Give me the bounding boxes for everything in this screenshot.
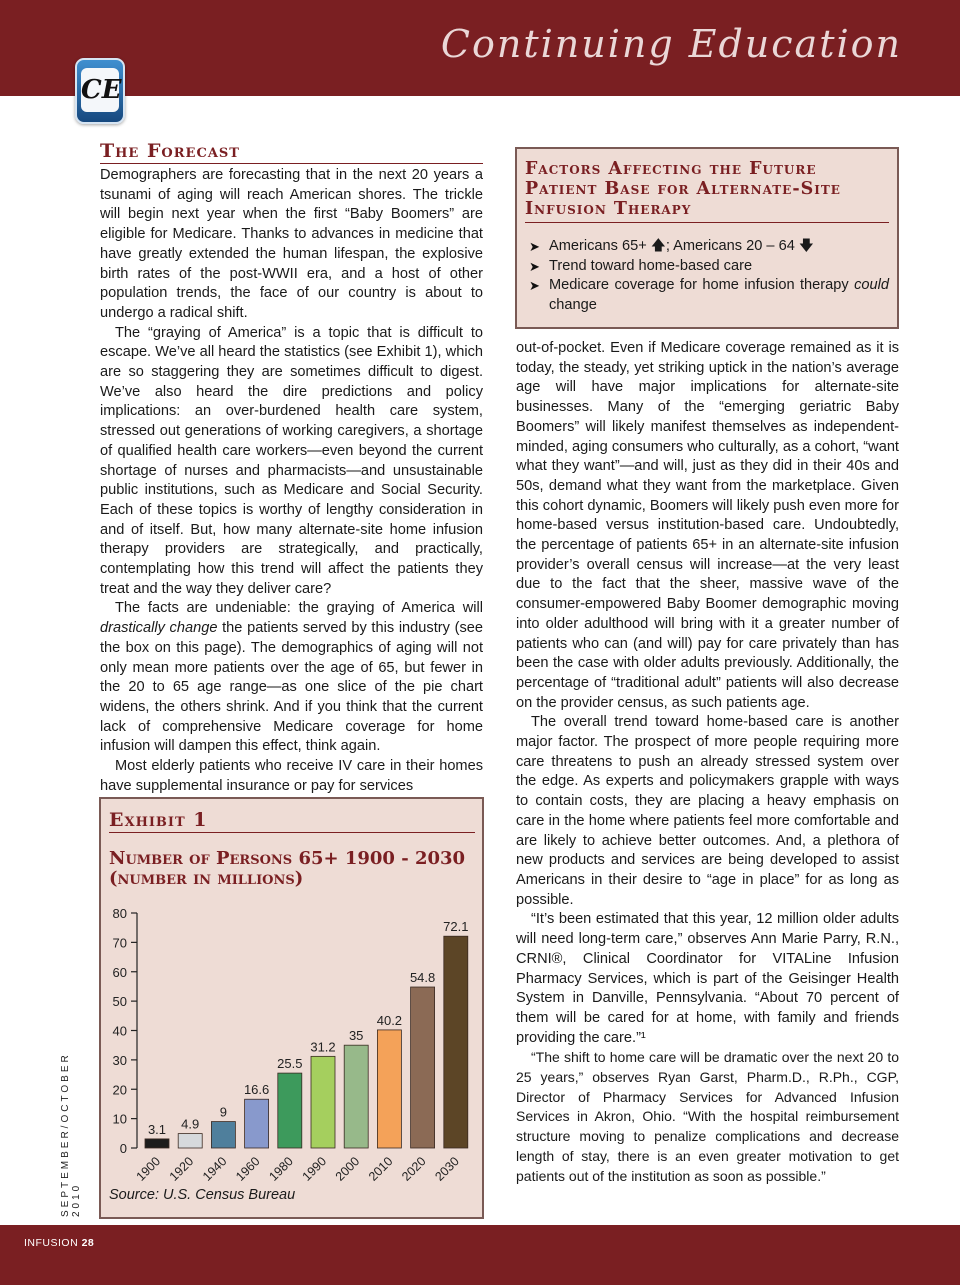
y-tick-label: 70 [112, 935, 127, 951]
publication-name: INFUSION [24, 1237, 79, 1249]
x-tick-label: 1960 [233, 1154, 263, 1184]
x-tick-label: 2020 [399, 1154, 429, 1184]
arrow-bullet-icon: ➤ [529, 239, 540, 254]
y-tick-label: 0 [119, 1141, 127, 1156]
page-number: 28 [81, 1237, 95, 1249]
bar [444, 936, 468, 1148]
data-label: 31.2 [310, 1039, 336, 1055]
exhibit-label: Exhibit 1 [109, 809, 475, 833]
bar [145, 1139, 169, 1148]
y-tick-label: 20 [112, 1082, 127, 1098]
emphasis: could [854, 277, 889, 294]
data-label: 35 [348, 1028, 364, 1044]
chart-source: Source: U.S. Census Bureau [109, 1187, 296, 1203]
factors-sidebar [515, 147, 899, 329]
footer-bar [0, 1225, 960, 1285]
paragraph: The “graying of America” is a topic that is difficult to escape. We’ve all heard the statistics (see Exhibit 1), which are so staggering they are sometimes difficult to digest. We’ve also heard the dire predictions and policy implications: an over-burdened health care system, stressed out generations of working caregivers, a shortage of qualified health care workers—even beyond the current shortage of nurses and pharmacists—and unsustainable public institutions, such as Medicare and Social Security. Each of these topics is worthy of lengthy consideration in and of itself. But, how many alternate-site home infusion therapy providers are strategically, and practically, contemplating how this trend will affect the patients they treat and the way they deliver care? [100, 324, 483, 597]
bar [377, 1030, 401, 1148]
paragraph: The facts are undeniable: the graying of America will drastically change the patients served by this industry (see the box on this page). The demographics of aging will not only mean more patients over the age of 65, but fewer in the 20 to 65 age range—as one slice of the pie chart widens, the others shrink. And if you think that the current lack of comprehensive Medicare coverage for home infusion will dampen this effect, think again. [100, 600, 483, 755]
x-tick-label: 1980 [266, 1154, 296, 1184]
y-tick-label: 30 [112, 1052, 127, 1068]
data-label: 54.8 [409, 970, 436, 986]
paragraph: out-of-pocket. Even if Medicare coverage remained as it is today, the steady, yet striking uptick in the nation’s average age will have major implications for alternate-site businesses. Many of the “emerging geriatric Baby Boomers” will likely manifest themselves as independent-minded, aging consumers who culturally, as a cohort, “want what they want”—and will, just as they did in their 40s and 50s, demand what they want from the marketplace. Given this cohort dynamic, Boomers will likely push even more for home-based versus institution-based care. Undoubtedly, the percentage of patients 65+ in an alternate-site infusion provider’s overall census will increase—at the very least due to the fact that the sheer, massive wave of the consumer-empowered Baby Boomer demographic moving into older adulthood will bring with it a greater number of patients who can (and will) pay for care privately than has been the case with older adults previously. Additionally, the percentage of “traditional adult” patients will also decrease on the provider census, as such patients age. [516, 340, 899, 711]
left-column [100, 140, 483, 797]
arrow-bullet-icon: ➤ [529, 278, 540, 294]
data-label: 3.1 [147, 1121, 167, 1137]
paragraph: Demographers are forecasting that in the next 20 years a tsunami of aging will reach American shores. The trickle will begin next year when the first “Baby Boomers” are eligible for Medicare. Thanks to advances in medicine that have greatly extended the human lifespan, the explosive birth rates of the post-WWII era, and a host of other population trends, the face of our country is about to undergo a radical shift. [100, 167, 483, 321]
x-tick-label: 2010 [365, 1154, 396, 1184]
data-label: 40.2 [376, 1012, 403, 1028]
forecast-heading: The Forecast [100, 140, 483, 164]
paragraph: “It’s been estimated that this year, 12 million older adults will need long-term care,” observes Ann Marie Parry, R.N., CRNI®, Clinical Coordinator for VITALine Infusion Pharmacy Services, which is part of the Geisinger Health System in Danville, Pennsylvania. “About 70 percent of them will be cared for at home, with family and friends providing the care.”¹ [516, 911, 899, 1046]
x-tick-label: 1920 [166, 1154, 197, 1184]
ce-logo-text: CE [81, 68, 119, 112]
bar [278, 1073, 302, 1148]
data-label: 16.6 [243, 1082, 270, 1098]
data-label: 4.9 [181, 1116, 200, 1132]
sidebar-title: Factors Affecting the Future Patient Base for Alternate-Site Infusion Therapy [525, 159, 889, 223]
x-tick-label: 1940 [199, 1154, 230, 1184]
list-item: ➤ Americans 65+ 🡅; Americans 20 – 64 🡇 [525, 237, 889, 257]
y-tick-label: 50 [112, 994, 127, 1010]
bar [311, 1056, 335, 1148]
list-item: ➤ Trend toward home-based care [525, 257, 889, 277]
bar-chart [101, 799, 482, 1184]
footer-label [24, 1237, 94, 1249]
paragraph: The overall trend toward home-based care is another major factor. The prospect of more people requiring more care threatens to push an already stressed system over the edge. As experts and policymakers grapple with ways to contain costs, they are placing a heavy emphasis on care in the home where patients feel more comfortable and are likely to achieve better outcomes. And, a plethora of new products and services are being developed to assist Americans in their desire to “age in place” for as long as possible. [516, 714, 899, 908]
x-tick-label: 2030 [432, 1154, 462, 1184]
factors-list [525, 237, 889, 316]
list-item: ➤ Medicare coverage for home infusion therapy could change [529, 277, 889, 314]
paragraph: Most elderly patients who receive IV care in their homes have supplemental insurance or pay for services [100, 758, 483, 794]
bar [178, 1134, 202, 1148]
y-tick-label: 80 [112, 906, 127, 921]
arrow-bullet-icon: ➤ [529, 258, 540, 274]
data-label: 9 [219, 1104, 228, 1120]
x-tick-label: 1990 [299, 1154, 330, 1184]
y-tick-label: 10 [112, 1111, 127, 1127]
issue-date: SEPTEMBER/OCTOBER 2010 [60, 1052, 82, 1217]
paragraph: “The shift to home care will be dramatic over the next 20 to 25 years,” observes Ryan Garst, Pharm.D., R.Ph., CGP, Director of Pharmacy Services for Advanced Infusion Services in Akron, Ohio. “With the hospital reimbursement structure moving to penalize complications and decrease length of stay, there is an even greater motivation to get patients out of the institution as soon as possible.” [516, 1049, 899, 1184]
x-tick-label: 1900 [133, 1154, 164, 1184]
x-tick-label: 2000 [332, 1154, 363, 1184]
bar [211, 1122, 235, 1148]
exhibit-1 [99, 797, 484, 1219]
y-tick-label: 40 [112, 1023, 127, 1039]
bar [344, 1045, 368, 1148]
bar [245, 1099, 269, 1148]
ce-logo [75, 58, 125, 124]
data-label: 72.1 [443, 919, 469, 935]
section-title: Continuing Education [440, 22, 902, 66]
arrow-down-icon: 🡇 [798, 238, 814, 254]
right-column [516, 339, 899, 1186]
chart-title: Number of Persons 65+ 1900 - 2030 (number in millions) [109, 848, 466, 889]
arrow-up-icon: 🡅 [650, 238, 666, 254]
emphasis: drastically change [100, 620, 218, 637]
y-tick-label: 60 [112, 964, 127, 980]
data-label: 25.5 [277, 1056, 303, 1072]
bar [411, 987, 435, 1148]
